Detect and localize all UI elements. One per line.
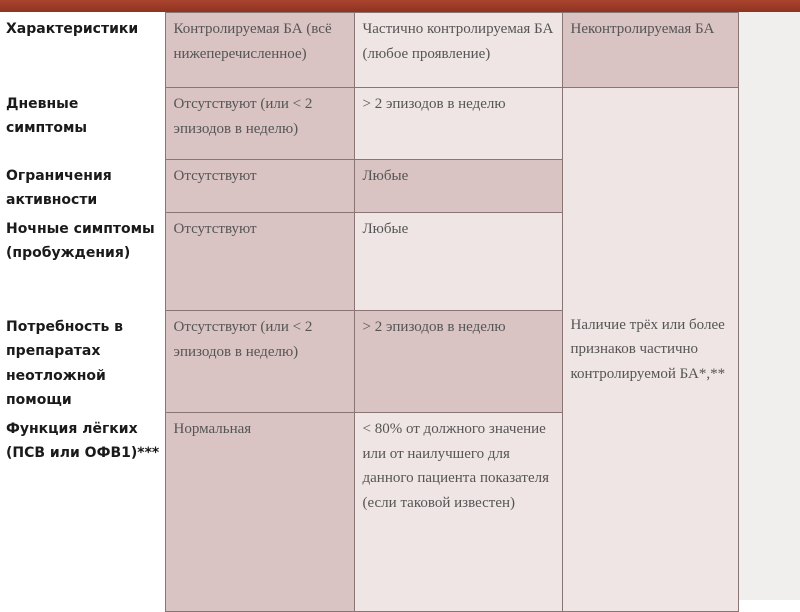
cell-controlled-activity-limits: Отсутствуют: [165, 160, 354, 213]
top-accent-bar: [0, 0, 800, 12]
right-margin-panel: [738, 12, 800, 600]
row-label-night-symptoms: Ночные симптомы (пробуждения): [0, 213, 165, 311]
row-label-day-symptoms: Дневные симптомы: [0, 88, 165, 160]
header-characteristics: Характеристики: [0, 13, 165, 88]
cell-controlled-day-symptoms: Отсутствуют (или < 2 эпизодов в неделю): [165, 88, 354, 160]
cell-controlled-night-symptoms: Отсутствуют: [165, 213, 354, 311]
cell-partly-night-symptoms: Любые: [354, 213, 562, 311]
cell-controlled-lung-function: Нормальная: [165, 413, 354, 612]
cell-partly-rescue-medication: > 2 эпизодов в неделю: [354, 311, 562, 413]
asthma-control-table: [0, 12, 739, 612]
cell-partly-activity-limits: Любые: [354, 160, 562, 213]
table-row: [0, 88, 738, 160]
cell-partly-day-symptoms: > 2 эпизодов в неделю: [354, 88, 562, 160]
row-label-rescue-medication: Потребность в препаратах неотложной помощи: [0, 311, 165, 413]
asthma-control-table-container: [0, 12, 738, 600]
cell-uncontrolled-merged: Наличие трёх или более признаков частично контролируемой БА*,**: [562, 88, 738, 612]
row-label-activity-limits: Ограничения активности: [0, 160, 165, 213]
header-partly-controlled: Частично контролируемая БА (любое проявление): [354, 13, 562, 88]
header-uncontrolled: Неконтролируемая БА: [562, 13, 738, 88]
cell-controlled-rescue-medication: Отсутствуют (или < 2 эпизодов в неделю): [165, 311, 354, 413]
header-controlled: Контролируемая БА (всё нижеперечисленное): [165, 13, 354, 88]
cell-partly-lung-function: < 80% от должного значение или от наилучшего для данного пациента показателя (если таковой известен): [354, 413, 562, 612]
row-label-lung-function: Функция лёгких (ПСВ или ОФВ1)***: [0, 413, 165, 612]
table-header-row: [0, 13, 738, 88]
